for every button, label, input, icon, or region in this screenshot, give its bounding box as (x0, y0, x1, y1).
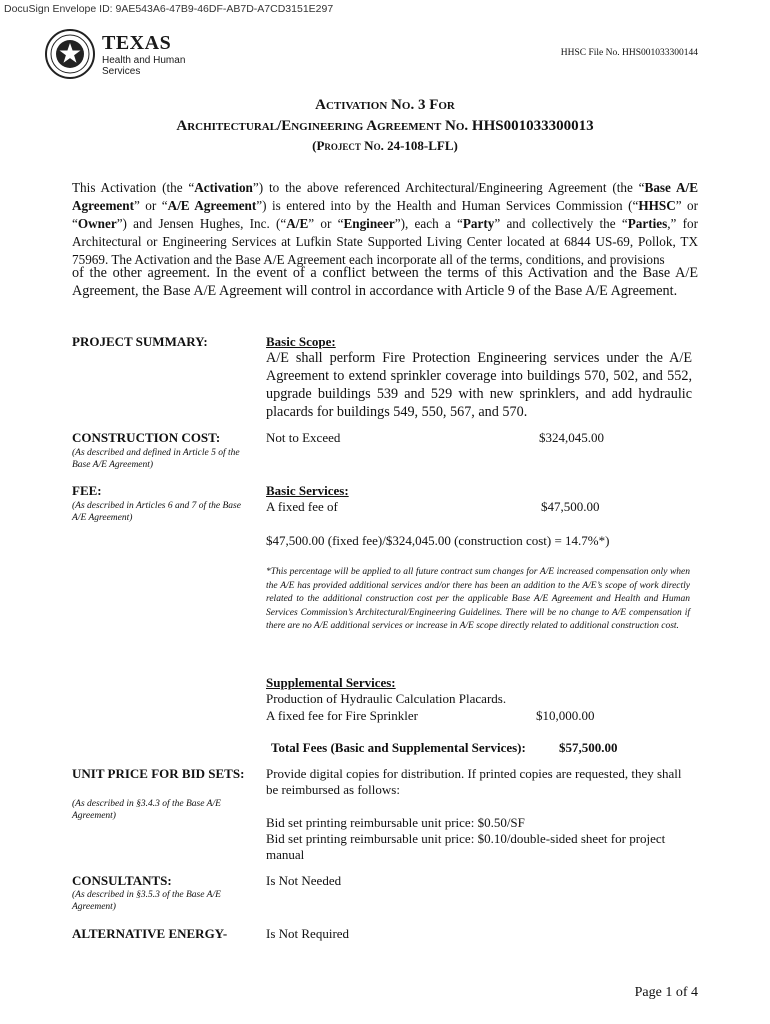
construction-cost-text: Not to Exceed (266, 430, 341, 445)
consultants-label: CONSULTANTS: (72, 873, 172, 888)
unit-price-line1: Bid set printing reimbursable unit price: $0.50/SF (266, 815, 525, 830)
supplemental-services-amount: $10,000.00 (536, 708, 595, 723)
consultants-subtitle: (As described in §3.5.3 of the Base A/E Agreement) (72, 890, 221, 912)
docusign-envelope-id: DocuSign Envelope ID: 9AE543A6-47B9-46DF-AB7D-A7CD3151E297 (4, 3, 334, 15)
supplemental-services-heading: Supplemental Services: (266, 675, 396, 690)
texas-hhs-logo (44, 28, 194, 84)
alternative-energy-label: ALTERNATIVE ENERGY- (72, 926, 228, 941)
intro-paragraph-continued: of the other agreement. In the event of a conflict between the terms of this Activation and the Base A/E Agreement, the Base A/E Agreement will control in accordance with Article 9 of the Base A/E Agreement. (72, 265, 698, 299)
page-number: Page 1 of 4 (634, 985, 698, 1000)
consultants-text: Is Not Needed (266, 873, 342, 888)
unit-price-label: UNIT PRICE FOR BID SETS: (72, 766, 245, 781)
fee-label: FEE: (72, 483, 102, 498)
total-fees-label: Total Fees (Basic and Supplemental Services): (271, 740, 526, 755)
unit-price-line2: Bid set printing reimbursable unit price: $0.10/double-sided sheet for project manual (266, 831, 666, 862)
logo-texas-text: TEXAS (102, 32, 172, 54)
basic-scope-heading: Basic Scope: (266, 334, 336, 349)
project-summary-label: PROJECT SUMMARY: (72, 334, 208, 349)
fee-percentage-calculation: $47,500.00 (fixed fee)/$324,045.00 (construction cost) = 14.7%*) (266, 533, 610, 548)
texas-seal-icon (44, 28, 96, 80)
hhsc-file-number: HHSC File No. HHS001033300144 (560, 48, 698, 58)
basic-scope-text: A/E shall perform Fire Protection Engineering services under the A/E Agreement to extend sprinkler coverage into buildings 570, 502, and 552, upgrade buildings 539 and 529 with new sprinklers, and add hydraulic placards for buildings 549, 550, 567, and 570. (266, 350, 692, 420)
total-fees-amount: $57,500.00 (559, 740, 618, 755)
basic-services-amount: $47,500.00 (541, 499, 600, 514)
construction-cost-label: CONSTRUCTION COST: (72, 430, 221, 445)
supplemental-services-line1: Production of Hydraulic Calculation Placards. (266, 691, 507, 706)
construction-cost-amount: $324,045.00 (539, 430, 604, 445)
alternative-energy-text: Is Not Required (266, 926, 350, 941)
fee-subtitle: (As described in Articles 6 and 7 of the Base A/E Agreement) (72, 501, 241, 523)
title-agreement: Architectural/Engineering Agreement No. HHS001033300013 (176, 118, 594, 134)
title-activation: Activation No. 3 For (315, 97, 455, 113)
basic-services-text: A fixed fee of (266, 499, 338, 514)
intro-paragraph: This Activation (the “Activation”) to the above referenced Architectural/Engineering Agreement (the “Base A/E Agreement” or “A/E Agreement”) is entered into by the Health and Human Services Commission (“HHSC” or “Owner”) and Jensen Hughes, Inc. (“A/E” or “Engineer”), each a “Party” and collectively the “Parties,” for Architectural or Engineering Services at Lufkin State Supported Living Center located at 6844 US-69, Pollok, TX 75969. The Activation and the Base A/E Agreement each incorporate all of the terms, conditions, and provisions (72, 180, 699, 267)
unit-price-subtitle: (As described in §3.4.3 of the Base A/E Agreement) (72, 799, 221, 821)
basic-services-heading: Basic Services: (266, 483, 349, 498)
logo-subtitle: Health and Human Services (102, 55, 186, 77)
title-project-number: (Project No. 24-108-LFL) (312, 138, 458, 153)
fee-percentage-note: *This percentage will be applied to all future contract sum changes for A/E increased compensation only when the A/E has provided additional services and/or there has been an addition to the A/E’s scope of work directly related to the additional construction cost per the applicable Base A/E Agreement and Health and Human Services Commission’s Architectural/Engineering Guidelines. There will be no change to A/E compensation if there are no A/E additional services or increase in A/E scope directly related to additional construction cost. (266, 567, 690, 631)
unit-price-text: Provide digital copies for distribution. If printed copies are requested, they shall be reimbursed as follows: (266, 766, 682, 797)
supplemental-services-line2: A fixed fee for Fire Sprinkler (266, 708, 418, 723)
construction-cost-subtitle: (As described and defined in Article 5 of the Base A/E Agreement) (72, 448, 240, 470)
